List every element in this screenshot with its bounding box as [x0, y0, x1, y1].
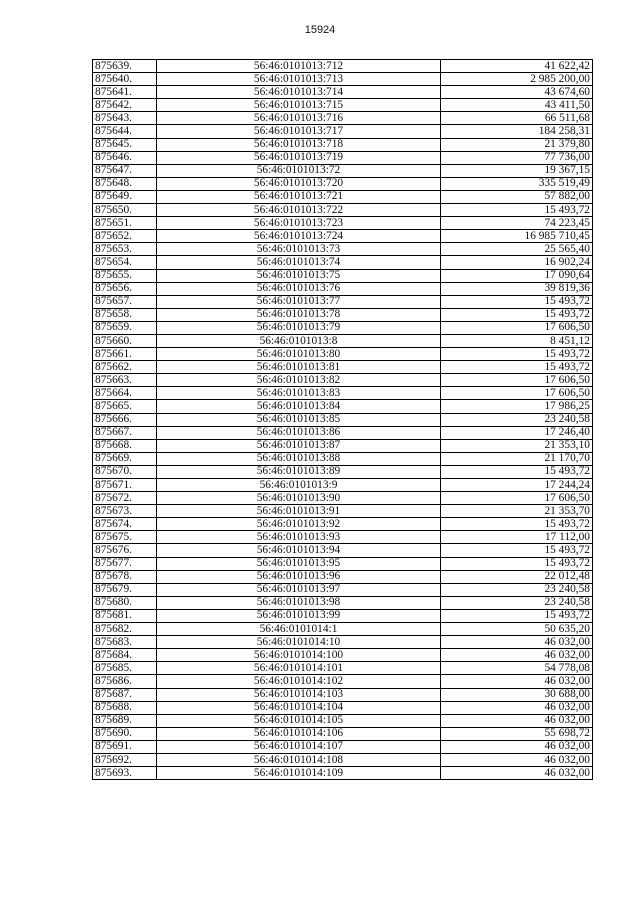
- value-cell: 21 353,10: [441, 439, 593, 452]
- cadastral-number-cell: 56:46:0101013:9: [157, 479, 441, 492]
- cadastral-number-cell: 56:46:0101013:92: [157, 518, 441, 531]
- row-number-cell: 875689.: [93, 714, 157, 727]
- cadastral-number-cell: 56:46:0101014:10: [157, 636, 441, 649]
- value-cell: 16 902,24: [441, 256, 593, 269]
- value-cell: 17 606,50: [441, 387, 593, 400]
- cadastral-number-cell: 56:46:0101013:77: [157, 295, 441, 308]
- registry-body: [93, 60, 593, 780]
- table-row: [93, 204, 593, 217]
- table-row: [93, 767, 593, 780]
- cadastral-number-cell: 56:46:0101013:76: [157, 282, 441, 295]
- table-row: [93, 334, 593, 347]
- row-number-cell: 875648.: [93, 177, 157, 190]
- row-number-cell: 875680.: [93, 596, 157, 609]
- cadastral-number-cell: 56:46:0101013:82: [157, 374, 441, 387]
- table-row: [93, 348, 593, 361]
- table-row: [93, 557, 593, 570]
- row-number-cell: 875652.: [93, 230, 157, 243]
- cadastral-number-cell: 56:46:0101014:1: [157, 623, 441, 636]
- table-row: [93, 439, 593, 452]
- table-row: [93, 125, 593, 138]
- row-number-cell: 875676.: [93, 544, 157, 557]
- cadastral-number-cell: 56:46:0101013:79: [157, 321, 441, 334]
- table-row: [93, 570, 593, 583]
- cadastral-number-cell: 56:46:0101013:713: [157, 73, 441, 86]
- value-cell: 8 451,12: [441, 334, 593, 347]
- table-row: [93, 99, 593, 112]
- cadastral-number-cell: 56:46:0101013:85: [157, 413, 441, 426]
- registry-table: [92, 59, 593, 780]
- table-row: [93, 282, 593, 295]
- cadastral-number-cell: 56:46:0101013:75: [157, 269, 441, 282]
- value-cell: 15 493,72: [441, 348, 593, 361]
- value-cell: 15 493,72: [441, 361, 593, 374]
- value-cell: 46 032,00: [441, 649, 593, 662]
- page-number: 15924: [304, 24, 336, 36]
- row-number-cell: 875667.: [93, 426, 157, 439]
- cadastral-number-cell: 56:46:0101014:107: [157, 740, 441, 753]
- table-row: [93, 596, 593, 609]
- cadastral-number-cell: 56:46:0101013:94: [157, 544, 441, 557]
- table-row: [93, 230, 593, 243]
- table-row: [93, 73, 593, 86]
- cadastral-number-cell: 56:46:0101013:90: [157, 492, 441, 505]
- value-cell: 16 985 710,45: [441, 230, 593, 243]
- row-number-cell: 875673.: [93, 505, 157, 518]
- cadastral-number-cell: 56:46:0101013:719: [157, 151, 441, 164]
- table-row: [93, 753, 593, 766]
- table-row: [93, 740, 593, 753]
- value-cell: 15 493,72: [441, 295, 593, 308]
- value-cell: 66 511,68: [441, 112, 593, 125]
- row-number-cell: 875688.: [93, 701, 157, 714]
- cadastral-number-cell: 56:46:0101013:88: [157, 452, 441, 465]
- table-row: [93, 151, 593, 164]
- row-number-cell: 875654.: [93, 256, 157, 269]
- value-cell: 46 032,00: [441, 714, 593, 727]
- value-cell: 17 606,50: [441, 492, 593, 505]
- value-cell: 15 493,72: [441, 518, 593, 531]
- cadastral-number-cell: 56:46:0101013:95: [157, 557, 441, 570]
- cadastral-number-cell: 56:46:0101013:74: [157, 256, 441, 269]
- cadastral-number-cell: 56:46:0101013:93: [157, 531, 441, 544]
- row-number-cell: 875640.: [93, 73, 157, 86]
- row-number-cell: 875647.: [93, 164, 157, 177]
- value-cell: 184 258,31: [441, 125, 593, 138]
- value-cell: 17 090,64: [441, 269, 593, 282]
- table-row: [93, 505, 593, 518]
- cadastral-number-cell: 56:46:0101013:720: [157, 177, 441, 190]
- value-cell: 23 240,58: [441, 583, 593, 596]
- value-cell: 57 882,00: [441, 190, 593, 203]
- table-row: [93, 217, 593, 230]
- row-number-cell: 875687.: [93, 688, 157, 701]
- value-cell: 43 674,60: [441, 86, 593, 99]
- table-row: [93, 452, 593, 465]
- row-number-cell: 875661.: [93, 348, 157, 361]
- row-number-cell: 875649.: [93, 190, 157, 203]
- row-number-cell: 875668.: [93, 439, 157, 452]
- row-number-cell: 875650.: [93, 204, 157, 217]
- value-cell: 54 778,08: [441, 662, 593, 675]
- value-cell: 17 986,25: [441, 400, 593, 413]
- row-number-cell: 875646.: [93, 151, 157, 164]
- row-number-cell: 875641.: [93, 86, 157, 99]
- row-number-cell: 875645.: [93, 138, 157, 151]
- table-row: [93, 583, 593, 596]
- row-number-cell: 875663.: [93, 374, 157, 387]
- value-cell: 17 112,00: [441, 531, 593, 544]
- row-number-cell: 875682.: [93, 623, 157, 636]
- cadastral-number-cell: 56:46:0101014:103: [157, 688, 441, 701]
- value-cell: 46 032,00: [441, 636, 593, 649]
- row-number-cell: 875675.: [93, 531, 157, 544]
- value-cell: 21 170,70: [441, 452, 593, 465]
- value-cell: 46 032,00: [441, 753, 593, 766]
- value-cell: 46 032,00: [441, 767, 593, 780]
- table-row: [93, 60, 593, 73]
- row-number-cell: 875664.: [93, 387, 157, 400]
- value-cell: 30 688,00: [441, 688, 593, 701]
- table-row: [93, 609, 593, 622]
- cadastral-number-cell: 56:46:0101013:81: [157, 361, 441, 374]
- cadastral-number-cell: 56:46:0101013:716: [157, 112, 441, 125]
- table-row: [93, 400, 593, 413]
- value-cell: 43 411,50: [441, 99, 593, 112]
- table-row: [93, 492, 593, 505]
- row-number-cell: 875642.: [93, 99, 157, 112]
- table-row: [93, 701, 593, 714]
- cadastral-number-cell: 56:46:0101013:78: [157, 308, 441, 321]
- value-cell: 335 519,49: [441, 177, 593, 190]
- table-row: [93, 531, 593, 544]
- value-cell: 23 240,58: [441, 596, 593, 609]
- cadastral-number-cell: 56:46:0101013:722: [157, 204, 441, 217]
- row-number-cell: 875693.: [93, 767, 157, 780]
- value-cell: 17 246,40: [441, 426, 593, 439]
- table-row: [93, 374, 593, 387]
- cadastral-number-cell: 56:46:0101013:721: [157, 190, 441, 203]
- cadastral-number-cell: 56:46:0101014:108: [157, 753, 441, 766]
- cadastral-number-cell: 56:46:0101014:106: [157, 727, 441, 740]
- table-row: [93, 86, 593, 99]
- value-cell: 41 622,42: [441, 60, 593, 73]
- table-row: [93, 269, 593, 282]
- value-cell: 17 606,50: [441, 374, 593, 387]
- value-cell: 15 493,72: [441, 465, 593, 478]
- table-row: [93, 623, 593, 636]
- cadastral-number-cell: 56:46:0101013:72: [157, 164, 441, 177]
- row-number-cell: 875656.: [93, 282, 157, 295]
- table-row: [93, 426, 593, 439]
- table-row: [93, 727, 593, 740]
- value-cell: 2 985 200,00: [441, 73, 593, 86]
- table-row: [93, 190, 593, 203]
- value-cell: 46 032,00: [441, 740, 593, 753]
- table-row: [93, 243, 593, 256]
- cadastral-number-cell: 56:46:0101014:102: [157, 675, 441, 688]
- row-number-cell: 875669.: [93, 452, 157, 465]
- table-row: [93, 518, 593, 531]
- cadastral-number-cell: 56:46:0101013:80: [157, 348, 441, 361]
- row-number-cell: 875657.: [93, 295, 157, 308]
- row-number-cell: 875660.: [93, 334, 157, 347]
- value-cell: 17 606,50: [441, 321, 593, 334]
- cadastral-number-cell: 56:46:0101013:73: [157, 243, 441, 256]
- row-number-cell: 875665.: [93, 400, 157, 413]
- cadastral-number-cell: 56:46:0101013:86: [157, 426, 441, 439]
- cadastral-number-cell: 56:46:0101013:87: [157, 439, 441, 452]
- row-number-cell: 875691.: [93, 740, 157, 753]
- row-number-cell: 875643.: [93, 112, 157, 125]
- row-number-cell: 875644.: [93, 125, 157, 138]
- row-number-cell: 875672.: [93, 492, 157, 505]
- row-number-cell: 875679.: [93, 583, 157, 596]
- row-number-cell: 875658.: [93, 308, 157, 321]
- cadastral-number-cell: 56:46:0101013:96: [157, 570, 441, 583]
- value-cell: 15 493,72: [441, 308, 593, 321]
- value-cell: 21 353,70: [441, 505, 593, 518]
- value-cell: 74 223,45: [441, 217, 593, 230]
- row-number-cell: 875662.: [93, 361, 157, 374]
- row-number-cell: 875674.: [93, 518, 157, 531]
- cadastral-number-cell: 56:46:0101014:100: [157, 649, 441, 662]
- table-row: [93, 649, 593, 662]
- row-number-cell: 875690.: [93, 727, 157, 740]
- row-number-cell: 875684.: [93, 649, 157, 662]
- row-number-cell: 875685.: [93, 662, 157, 675]
- value-cell: 50 635,20: [441, 623, 593, 636]
- value-cell: 17 244,24: [441, 479, 593, 492]
- table-row: [93, 675, 593, 688]
- value-cell: 15 493,72: [441, 544, 593, 557]
- table-row: [93, 636, 593, 649]
- row-number-cell: 875670.: [93, 465, 157, 478]
- table-row: [93, 361, 593, 374]
- table-row: [93, 688, 593, 701]
- cadastral-number-cell: 56:46:0101013:97: [157, 583, 441, 596]
- cadastral-number-cell: 56:46:0101013:712: [157, 60, 441, 73]
- row-number-cell: 875653.: [93, 243, 157, 256]
- table-row: [93, 387, 593, 400]
- table-row: [93, 308, 593, 321]
- cadastral-number-cell: 56:46:0101013:724: [157, 230, 441, 243]
- value-cell: 15 493,72: [441, 557, 593, 570]
- row-number-cell: 875678.: [93, 570, 157, 583]
- table-row: [93, 714, 593, 727]
- cadastral-number-cell: 56:46:0101013:717: [157, 125, 441, 138]
- row-number-cell: 875671.: [93, 479, 157, 492]
- table-row: [93, 295, 593, 308]
- table-row: [93, 112, 593, 125]
- table-row: [93, 138, 593, 151]
- row-number-cell: 875651.: [93, 217, 157, 230]
- cadastral-number-cell: 56:46:0101013:98: [157, 596, 441, 609]
- row-number-cell: 875666.: [93, 413, 157, 426]
- value-cell: 22 012,48: [441, 570, 593, 583]
- cadastral-number-cell: 56:46:0101013:718: [157, 138, 441, 151]
- row-number-cell: 875683.: [93, 636, 157, 649]
- value-cell: 25 565,40: [441, 243, 593, 256]
- cadastral-number-cell: 56:46:0101014:109: [157, 767, 441, 780]
- table-row: [93, 479, 593, 492]
- cadastral-number-cell: 56:46:0101013:723: [157, 217, 441, 230]
- table-row: [93, 164, 593, 177]
- row-number-cell: 875677.: [93, 557, 157, 570]
- table-row: [93, 321, 593, 334]
- value-cell: 55 698,72: [441, 727, 593, 740]
- value-cell: 39 819,36: [441, 282, 593, 295]
- value-cell: 15 493,72: [441, 204, 593, 217]
- table-row: [93, 256, 593, 269]
- cadastral-number-cell: 56:46:0101014:101: [157, 662, 441, 675]
- row-number-cell: 875659.: [93, 321, 157, 334]
- cadastral-number-cell: 56:46:0101014:104: [157, 701, 441, 714]
- value-cell: 21 379,80: [441, 138, 593, 151]
- cadastral-number-cell: 56:46:0101014:105: [157, 714, 441, 727]
- row-number-cell: 875686.: [93, 675, 157, 688]
- table-row: [93, 544, 593, 557]
- table-row: [93, 413, 593, 426]
- value-cell: 46 032,00: [441, 701, 593, 714]
- cadastral-number-cell: 56:46:0101013:84: [157, 400, 441, 413]
- table-row: [93, 662, 593, 675]
- cadastral-number-cell: 56:46:0101013:83: [157, 387, 441, 400]
- row-number-cell: 875639.: [93, 60, 157, 73]
- value-cell: 77 736,00: [441, 151, 593, 164]
- cadastral-number-cell: 56:46:0101013:91: [157, 505, 441, 518]
- cadastral-number-cell: 56:46:0101013:89: [157, 465, 441, 478]
- row-number-cell: 875655.: [93, 269, 157, 282]
- value-cell: 46 032,00: [441, 675, 593, 688]
- cadastral-number-cell: 56:46:0101013:715: [157, 99, 441, 112]
- value-cell: 19 367,15: [441, 164, 593, 177]
- cadastral-number-cell: 56:46:0101013:8: [157, 334, 441, 347]
- cadastral-number-cell: 56:46:0101013:99: [157, 609, 441, 622]
- row-number-cell: 875681.: [93, 609, 157, 622]
- row-number-cell: 875692.: [93, 753, 157, 766]
- value-cell: 15 493,72: [441, 609, 593, 622]
- cadastral-number-cell: 56:46:0101013:714: [157, 86, 441, 99]
- value-cell: 23 240,58: [441, 413, 593, 426]
- table-row: [93, 177, 593, 190]
- table-row: [93, 465, 593, 478]
